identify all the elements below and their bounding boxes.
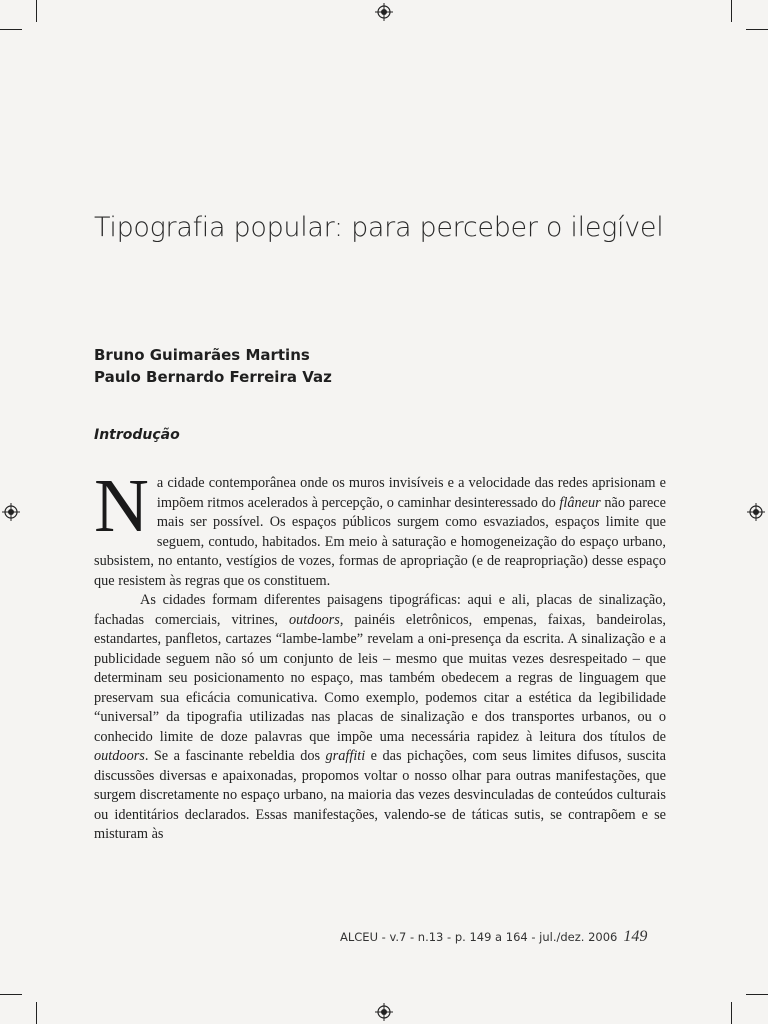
page-footer [340,928,660,946]
emphasis-text: outdoors [94,748,145,764]
article-title: Tipografia popular: para perceber o ilegível [94,212,664,243]
paragraph [94,464,666,591]
paragraph [94,591,666,845]
page-number: 149 [623,928,648,945]
paragraph-text: , painéis eletrônicos, empenas, faixas, bandeirolas, estandartes, panfletos, cartazes “lambe-lambe” revelam a oni-presença da escrita. A sinalização e a publicidade seguem não só um conjunto de leis – mesmo que muitas vezes desrespeitado – que determinam seu posicionamento no espaço, mas também obedecem a regras de linguagem que preservam sua eficácia comunicativa. Como exemplo, podemos citar a estética da legibilidade “universal” da tipografia utilizadas nas placas de sinalização e dos transportes urbanos, ou o conhecido limite de doze palavras que impõe uma necessária rapidez à leitura dos títulos de [94,611,666,745]
crop-mark [36,1002,37,1024]
paragraph-text: não parece mais ser possível. Os espaços públicos surgem como esvaziados, espaços limite que seguem, contudo, habitados. Em meio à saturação e homogeneização do espaço urbano, subsistem, no entanto, vestígios de vozes, formas de apropriação (e de reapropriação) desse espaço que resistem às regras que os constituem. [94,494,666,589]
paragraph-text: e das pichações, com seus limites difusos, suscita discussões diversas e apaixonadas, propomos voltar o nosso olhar para outras manifestações, que surgem discretamente no espaço urbano, na maioria das vezes desvinculadas de conteúdos culturais ou identitários declarados. Essas manifestações, valendo-se de táticas sutis, se contrapõem e se misturam às [94,748,666,842]
author-list [94,344,332,388]
crosshair-registration-icon [375,1003,393,1021]
crop-mark [36,0,37,22]
crop-mark [746,994,768,995]
author-name: Bruno Guimarães Martins [94,346,310,364]
article-body [94,464,666,845]
crop-mark [746,29,768,30]
crop-mark [0,29,22,30]
crop-mark [731,1002,732,1024]
section-heading: Introdução [94,427,180,443]
emphasis-text: flâneur [559,494,601,511]
crop-mark [731,0,732,22]
journal-citation: ALCEU - v.7 - n.13 - p. 149 a 164 - jul./dez. 2006 [340,930,618,944]
paragraph-text: a cidade contemporânea onde os muros invisíveis e a velocidade das redes aprisionam e impõem ritmos acelerados à percepção, o caminhar desinteressado do [156,475,666,511]
crosshair-registration-icon [2,503,20,521]
drop-cap: N [94,464,149,548]
crosshair-registration-icon [375,3,393,21]
emphasis-text: graffiti [325,748,366,764]
crop-mark [0,994,22,995]
paragraph-text: As cidades formam diferentes paisagens tipográficas: aqui e ali, placas de sinalização, fachadas comerciais, vitrines, [94,592,666,628]
paragraph-text: . Se a fascinante rebeldia dos [144,748,326,764]
emphasis-text: outdoors [288,611,340,628]
author-name: Paulo Bernardo Ferreira Vaz [94,368,332,386]
crosshair-registration-icon [747,503,765,521]
